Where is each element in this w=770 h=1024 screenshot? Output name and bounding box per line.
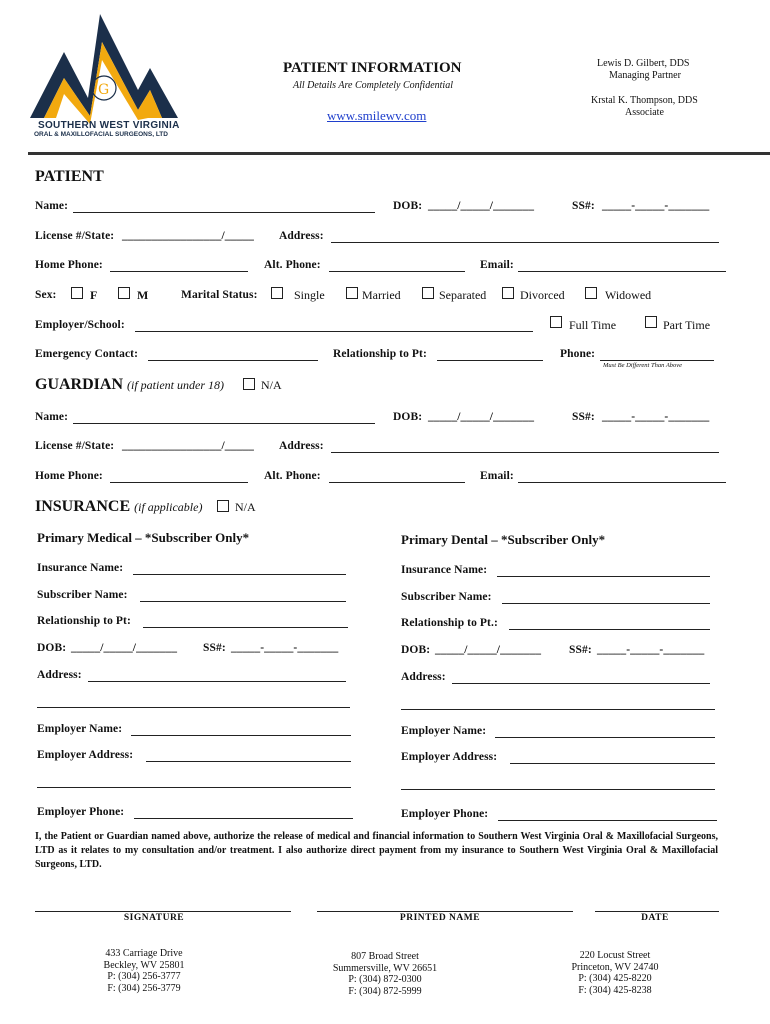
den-address-field[interactable] (452, 683, 710, 684)
divorced-label: Divorced (520, 288, 565, 302)
med-employer-name-label: Employer Name: (37, 723, 123, 735)
med-employer-address-line2[interactable] (37, 787, 351, 788)
doctor2-name: Krstal K. Thompson, DDS (591, 95, 698, 106)
dental-heading: Primary Dental – *Subscriber Only* (401, 532, 606, 547)
insurance-heading (35, 498, 202, 516)
guardian-home-phone-label: Home Phone: (35, 470, 103, 482)
office-street: 433 Carriage Drive (105, 948, 183, 959)
married-checkbox[interactable] (346, 287, 358, 299)
doctor2-role: Associate (625, 107, 664, 118)
den-ss-label: SS#: (569, 644, 592, 656)
med-ins-name-label: Insurance Name: (37, 562, 124, 574)
guardian-na-checkbox[interactable] (243, 378, 255, 390)
sex-f-label: F (90, 288, 98, 302)
guardian-email-field[interactable] (518, 482, 726, 483)
guardian-heading-text: GUARDIAN (35, 376, 123, 393)
logo-text-line2: ORAL & MAXILLOFACIAL SURGEONS, LTD (34, 131, 168, 138)
guardian-home-phone-field[interactable] (110, 482, 248, 483)
den-employer-name-label: Employer Name: (401, 725, 487, 737)
med-address-line2[interactable] (37, 707, 350, 708)
office-beckley (84, 948, 204, 994)
medical-heading: Primary Medical – *Subscriber Only* (37, 530, 250, 545)
guardian-address-field[interactable] (331, 452, 719, 453)
sex-m-label: M (137, 288, 149, 302)
single-label: Single (294, 288, 325, 302)
guardian-alt-phone-label: Alt. Phone: (264, 470, 321, 482)
emergency-contact-field[interactable] (148, 360, 318, 361)
den-address-line2[interactable] (401, 709, 715, 710)
den-relationship-field[interactable] (509, 629, 710, 630)
practice-logo (28, 12, 188, 142)
sex-f-checkbox[interactable] (71, 287, 83, 299)
guardian-name-field[interactable] (73, 423, 375, 424)
den-employer-phone-label: Employer Phone: (401, 808, 489, 820)
guardian-address-label: Address: (279, 440, 324, 452)
patient-address-label: Address: (279, 230, 324, 242)
insurance-heading-sub: (if applicable) (134, 500, 203, 514)
married-label: Married (362, 288, 401, 302)
patient-address-field[interactable] (331, 242, 719, 243)
patient-name-label: Name: (35, 200, 69, 212)
med-ss-field[interactable]: _____-_____-_______ (231, 642, 339, 654)
med-employer-name-field[interactable] (131, 735, 351, 736)
widowed-label: Widowed (605, 288, 652, 302)
med-subscriber-label: Subscriber Name: (37, 589, 128, 601)
signature-label: SIGNATURE (123, 913, 185, 923)
patient-dob-label: DOB: (393, 200, 423, 212)
patient-ss-label: SS#: (572, 200, 595, 212)
date-label: DATE (641, 913, 669, 923)
den-dob-label: DOB: (401, 644, 431, 656)
med-employer-address-label: Employer Address: (37, 749, 134, 761)
full-time-checkbox[interactable] (550, 316, 562, 328)
patient-ss-field[interactable]: _____-_____-_______ (602, 200, 710, 212)
printed-name-label: PRINTED NAME (399, 913, 481, 923)
guardian-dob-label: DOB: (393, 411, 423, 423)
med-employer-phone-field[interactable] (134, 818, 353, 819)
den-employer-address-label: Employer Address: (401, 751, 498, 763)
med-employer-address-field[interactable] (146, 761, 351, 762)
med-ins-name-field[interactable] (133, 574, 346, 575)
guardian-license-field[interactable]: _________________/_____ (122, 440, 254, 452)
signature-field[interactable] (35, 911, 291, 912)
patient-alt-phone-field[interactable] (329, 271, 465, 272)
insurance-heading-text: INSURANCE (35, 498, 131, 515)
authorization-text: I, the Patient or Guardian named above, authorize the release of medical and financial information to Southern West Virginia Oral & Maxillofacial Surgeons, LTD as it relates to my consultation and/or treatment. I also authorize direct payment from my insurance to Southern West Virginia Oral & Maxillofacial Surgeons, LTD. (35, 831, 718, 870)
website-link[interactable]: www.smilewv.com (327, 108, 427, 123)
office-fax: F: (304) 256-3779 (107, 982, 181, 994)
guardian-license-label: License #/State: (35, 440, 115, 452)
med-ss-label: SS#: (203, 642, 226, 654)
separated-label: Separated (439, 288, 487, 302)
patient-home-phone-field[interactable] (110, 271, 248, 272)
patient-license-label: License #/State: (35, 230, 115, 242)
den-ss-field[interactable]: _____-_____-_______ (597, 644, 705, 656)
page-subtitle: All Details Are Completely Confidential (293, 80, 453, 91)
office-princeton (555, 950, 675, 996)
med-employer-phone-label: Employer Phone: (37, 806, 125, 818)
divorced-checkbox[interactable] (502, 287, 514, 299)
guardian-heading-sub: (if patient under 18) (127, 378, 224, 392)
med-address-label: Address: (37, 669, 82, 681)
office-city: Summersville, WV 26651 (332, 962, 438, 974)
den-ins-name-label: Insurance Name: (401, 564, 488, 576)
office-phone: P: (304) 872-0300 (348, 974, 422, 985)
patient-dob-field[interactable]: _____/_____/_______ (428, 200, 535, 212)
emergency-contact-label: Emergency Contact: (35, 348, 139, 360)
office-fax: F: (304) 425-8238 (578, 984, 652, 996)
den-dob-field[interactable]: _____/_____/_______ (435, 644, 542, 656)
med-address-field[interactable] (88, 681, 346, 682)
med-subscriber-field[interactable] (140, 601, 346, 602)
marital-status-label: Marital Status: (181, 289, 258, 301)
den-relationship-label: Relationship to Pt.: (401, 617, 498, 629)
single-checkbox[interactable] (271, 287, 283, 299)
doctor1-name: Lewis D. Gilbert, DDS (597, 58, 690, 69)
patient-email-field[interactable] (518, 271, 726, 272)
patient-email-label: Email: (480, 259, 514, 271)
office-street: 220 Locust Street (579, 950, 651, 961)
printed-name-field[interactable] (317, 911, 573, 912)
guardian-email-label: Email: (480, 470, 514, 482)
logo-text-line1: SOUTHERN WEST VIRGINIA (38, 120, 180, 131)
guardian-na-label: N/A (261, 378, 282, 392)
insurance-na-checkbox[interactable] (217, 500, 229, 512)
header-divider (28, 152, 770, 155)
guardian-heading (35, 376, 224, 394)
widowed-checkbox[interactable] (585, 287, 597, 299)
guardian-alt-phone-field[interactable] (329, 482, 465, 483)
emergency-phone-label: Phone: (560, 348, 596, 360)
patient-alt-phone-label: Alt. Phone: (264, 259, 321, 271)
patient-license-field[interactable]: _________________/_____ (122, 230, 254, 242)
guardian-dob-field[interactable]: _____/_____/_______ (428, 411, 535, 423)
den-ins-name-field[interactable] (497, 576, 710, 577)
med-relationship-field[interactable] (143, 627, 348, 628)
patient-home-phone-label: Home Phone: (35, 259, 103, 271)
den-subscriber-field[interactable] (502, 603, 710, 604)
guardian-ss-label: SS#: (572, 411, 595, 423)
employer-school-field[interactable] (135, 331, 533, 332)
med-dob-field[interactable]: _____/_____/_______ (71, 642, 178, 654)
den-employer-address-line2[interactable] (401, 789, 715, 790)
office-summersville (322, 951, 448, 997)
den-employer-name-field[interactable] (495, 737, 715, 738)
den-address-label: Address: (401, 671, 446, 683)
office-street: 807 Broad Street (351, 951, 419, 962)
doctor1-role: Managing Partner (609, 70, 681, 81)
office-phone: P: (304) 256-3777 (107, 971, 181, 982)
patient-heading: PATIENT (35, 168, 104, 185)
office-phone: P: (304) 425-8220 (578, 973, 652, 984)
guardian-name-label: Name: (35, 411, 69, 423)
date-field[interactable] (595, 911, 719, 912)
den-employer-phone-field[interactable] (498, 820, 717, 821)
relationship-field[interactable] (437, 360, 543, 361)
employer-school-label: Employer/School: (35, 319, 125, 331)
full-time-label: Full Time (569, 318, 617, 332)
patient-sex-label: Sex: (35, 289, 57, 301)
phone-note: Must Be Different Than Above (603, 362, 683, 369)
relationship-label: Relationship to Pt: (333, 348, 427, 360)
med-dob-label: DOB: (37, 642, 67, 654)
separated-checkbox[interactable] (422, 287, 434, 299)
guardian-ss-field[interactable]: _____-_____-_______ (602, 411, 710, 423)
svg-text:G: G (98, 82, 110, 98)
med-relationship-label: Relationship to Pt: (37, 615, 131, 627)
den-subscriber-label: Subscriber Name: (401, 591, 492, 603)
part-time-label: Part Time (663, 318, 711, 332)
den-employer-address-field[interactable] (510, 763, 715, 764)
patient-name-field[interactable] (73, 212, 375, 213)
emergency-phone-field[interactable] (600, 360, 714, 361)
insurance-na-label: N/A (235, 500, 256, 514)
part-time-checkbox[interactable] (645, 316, 657, 328)
office-city: Beckley, WV 25801 (103, 959, 185, 971)
office-city: Princeton, WV 24740 (571, 961, 659, 973)
sex-m-checkbox[interactable] (118, 287, 130, 299)
office-fax: F: (304) 872-5999 (348, 985, 422, 997)
page-title: PATIENT INFORMATION (283, 60, 462, 76)
